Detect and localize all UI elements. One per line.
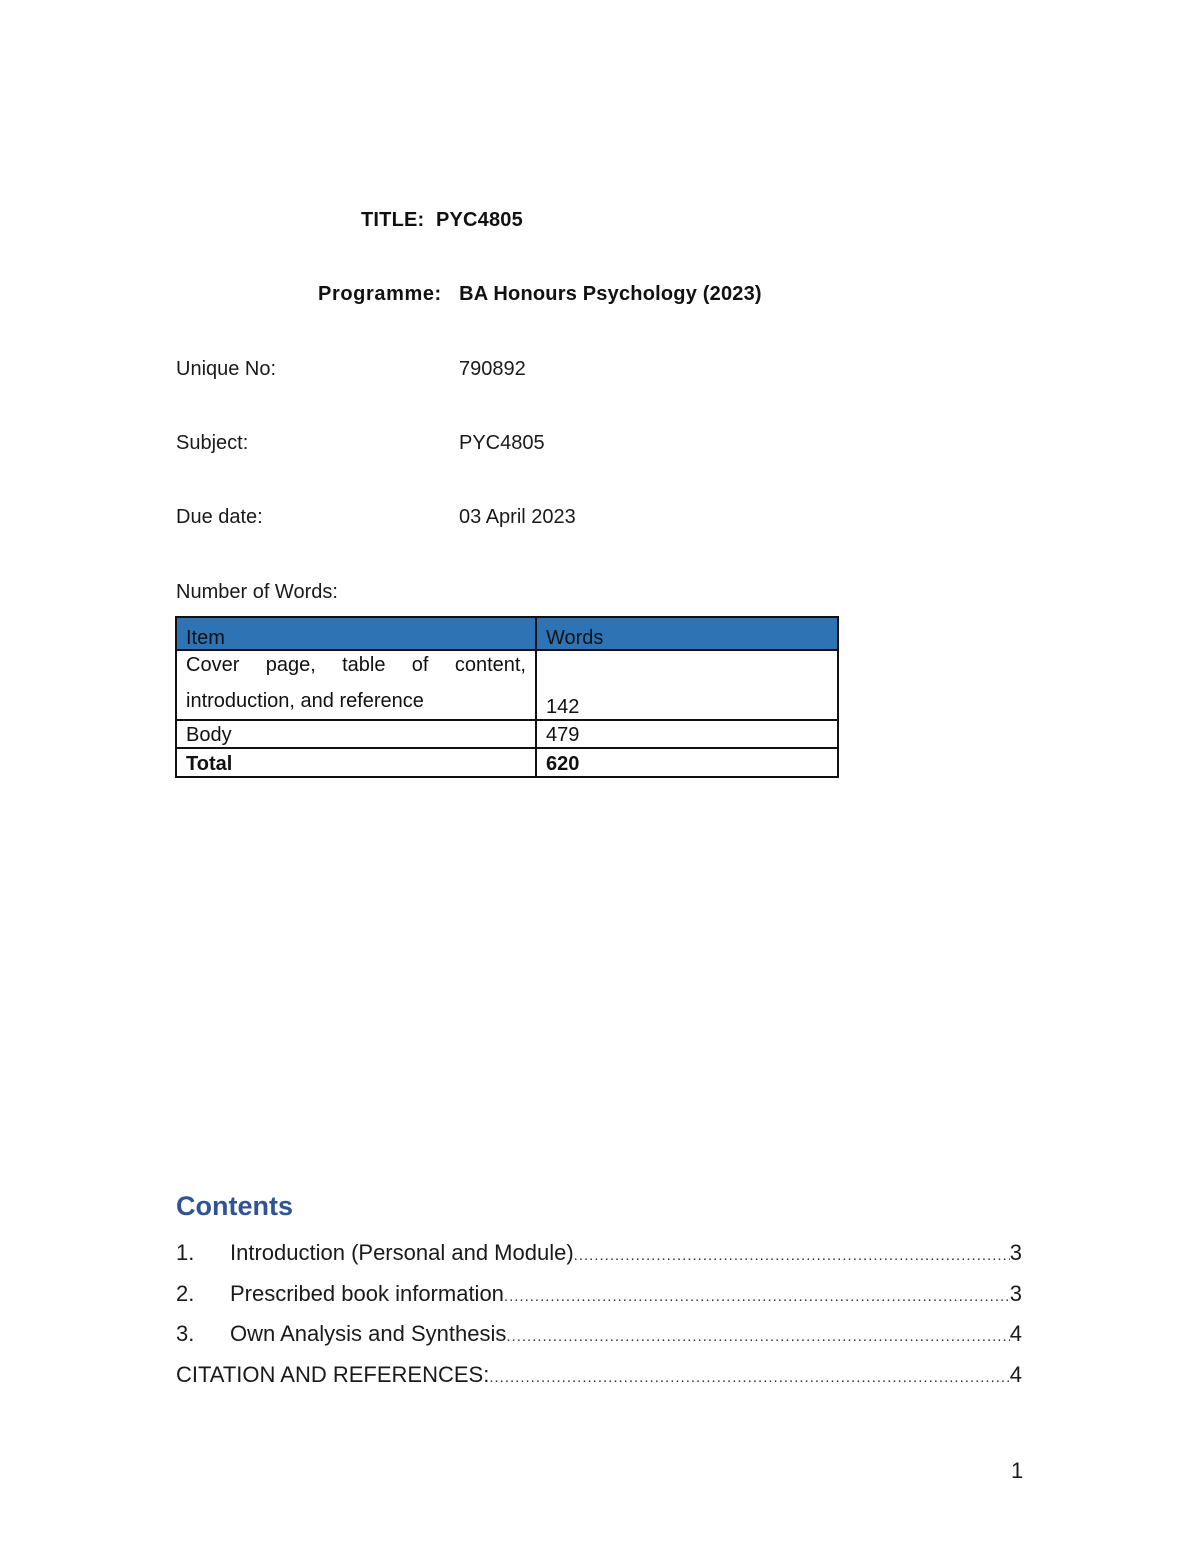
title-value: PYC4805: [435, 209, 523, 231]
toc-page: 4: [1009, 1362, 1022, 1387]
toc-entry[interactable]: [176, 1362, 1022, 1388]
total-value: 620: [536, 748, 838, 777]
number-of-words-label: Number of Words:: [176, 581, 338, 603]
toc-entry[interactable]: [176, 1321, 1022, 1347]
toc-leader: [574, 1247, 1010, 1264]
programme-line: [318, 283, 762, 306]
unique-no-value: 790892: [459, 358, 526, 380]
word-count-table: [175, 616, 839, 778]
programme-value: BA Honours Psychology (2023): [459, 283, 762, 305]
header-words: Words: [536, 617, 838, 650]
title-label: TITLE:: [361, 209, 425, 231]
toc-number: 3.: [176, 1321, 195, 1346]
toc-number: 2.: [176, 1281, 195, 1306]
header-item: Item: [176, 617, 536, 650]
toc-label: Introduction (Personal and Module): [230, 1240, 574, 1265]
toc-entry[interactable]: [176, 1281, 1022, 1307]
toc-entry[interactable]: [176, 1240, 1022, 1266]
subject-label: Subject:: [176, 432, 249, 454]
toc-number: 1.: [176, 1240, 195, 1265]
toc-label: CITATION AND REFERENCES:: [176, 1362, 490, 1387]
programme-label: Programme:: [318, 283, 442, 305]
toc-page: 4: [1009, 1321, 1022, 1346]
table-total-row: [176, 748, 838, 777]
page-number: 1: [1011, 1458, 1024, 1483]
contents-heading: Contents: [176, 1191, 293, 1221]
unique-no-label: Unique No:: [176, 358, 277, 380]
due-date-value: 03 April 2023: [459, 506, 576, 528]
due-date-label: Due date:: [176, 506, 263, 528]
document-title: [361, 209, 523, 232]
table-row: [176, 650, 838, 720]
table-header-row: [176, 617, 838, 650]
table-row: [176, 720, 838, 748]
table-cell-words: 479: [536, 720, 838, 748]
toc-page: 3: [1009, 1240, 1022, 1265]
toc-page: 3: [1009, 1281, 1022, 1306]
table-cell-words: 142: [536, 650, 838, 720]
table-cell-item: Body: [176, 720, 536, 748]
table-cell-item: [176, 650, 536, 720]
cover-item-text: Cover page, table of content, introduction, and reference: [186, 654, 526, 712]
total-label: Total: [176, 748, 536, 777]
toc-leader: [506, 1328, 1009, 1345]
toc-label: Prescribed book information: [230, 1281, 504, 1306]
toc-leader: [504, 1288, 1010, 1305]
toc-leader: [489, 1369, 1009, 1386]
toc-label: Own Analysis and Synthesis: [230, 1321, 507, 1346]
subject-value: PYC4805: [459, 432, 545, 454]
